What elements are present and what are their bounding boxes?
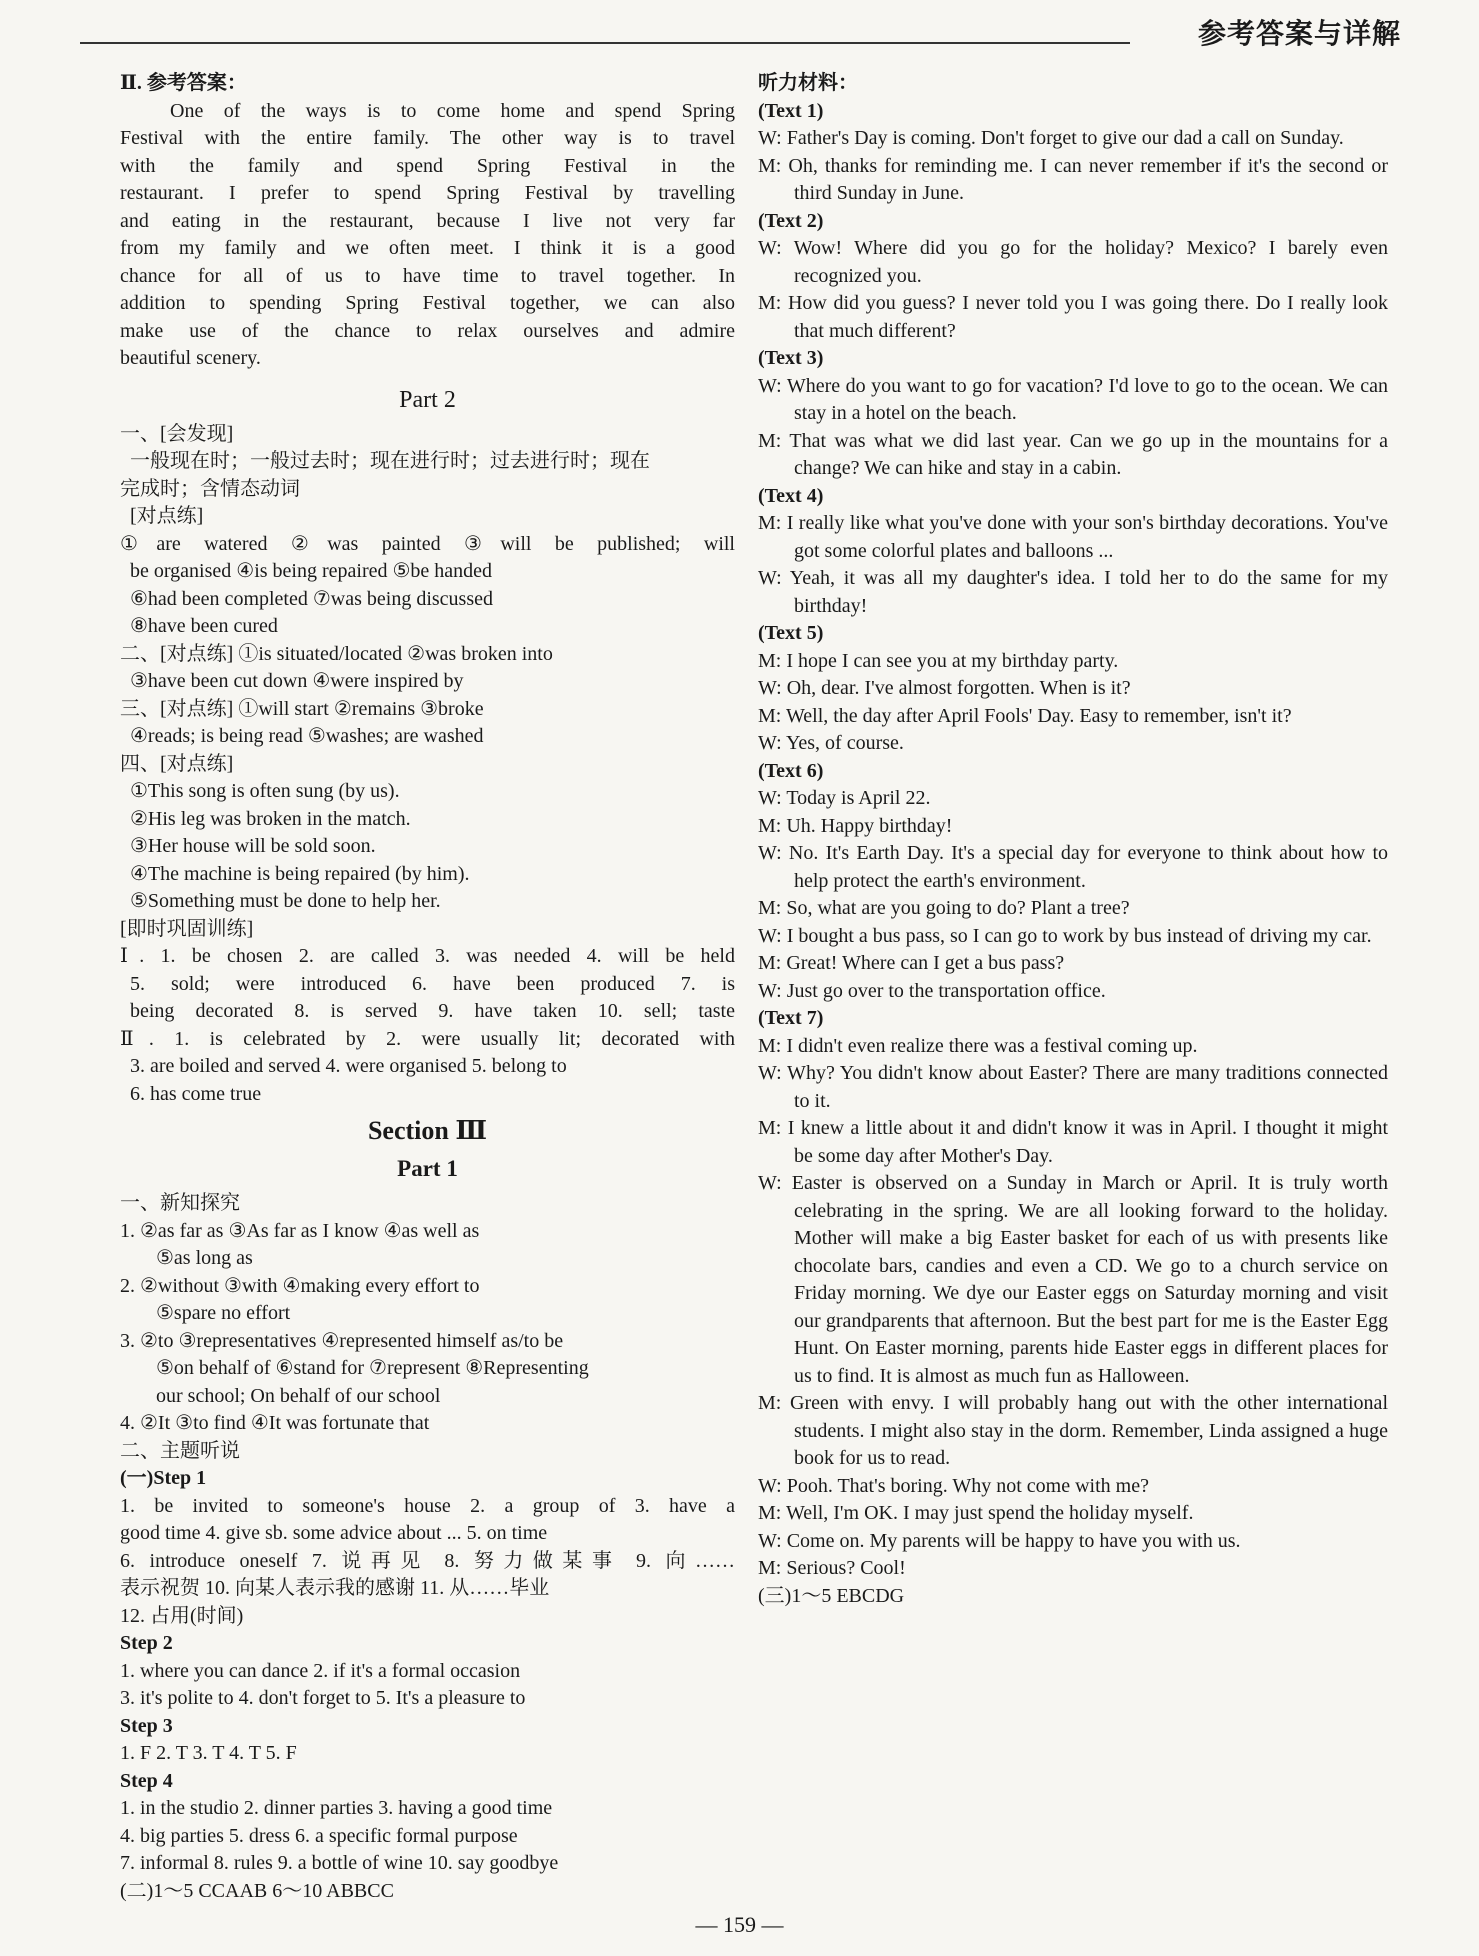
header-rule xyxy=(80,42,1130,44)
dialogue-line: W: Yes, of course. xyxy=(758,732,904,754)
dialogue-line: W: Oh, dear. I've almost forgotten. When is it? xyxy=(758,677,1131,699)
answer-line: 4. big parties 5. dress 6. a specific formal purpose xyxy=(120,1824,518,1847)
text-label: (Text 6) xyxy=(758,759,824,782)
page-number: — 159 — xyxy=(695,1912,784,1937)
essay-line: restaurant. I prefer to spend Spring Festival by travelling xyxy=(120,182,735,204)
answer-line: ③have been cut down ④were inspired by xyxy=(130,670,464,692)
answer-line: 二、[对点练] ①is situated/located ②was broken into xyxy=(120,642,553,665)
answer-line: ①are watered ②was painted ③will be published; will xyxy=(120,532,735,555)
text-label: (Text 3) xyxy=(758,347,824,369)
essay-line: with the family and spend Spring Festival in the xyxy=(120,154,735,177)
answer-line: being decorated 8. is served 9. have taken 10. sell; taste xyxy=(130,1000,735,1022)
essay-line: Festival with the entire family. The other way is to travel xyxy=(120,127,735,149)
text-label: (Text 5) xyxy=(758,622,824,644)
dialogue-line: W: Pooh. That's boring. Why not come with me? xyxy=(758,1474,1149,1497)
answer-line: 7. informal 8. rules 9. a bottle of wine 10. say goodbye xyxy=(120,1852,559,1874)
right-column xyxy=(758,70,1388,1610)
dialogue-line: M: I really like what you've done with your son's birthday decorations. You've got some colorful plates and balloons ... xyxy=(758,512,1388,562)
dialogue-line: W: I bought a bus pass, so I can go to work by bus instead of driving my car. xyxy=(758,924,1372,947)
dialogue-line: W: Today is April 22. xyxy=(758,787,931,809)
dialogue-line: M: Oh, thanks for reminding me. I can never remember if it's the second or third Sunday in June. xyxy=(758,154,1388,204)
answer-line: 三、[对点练] ①will start ②remains ③broke xyxy=(120,697,484,720)
dialogue-line: M: Uh. Happy birthday! xyxy=(758,814,953,837)
essay-line: addition to spending Spring Festival together, we can also xyxy=(120,292,735,314)
answer-line: 1. where you can dance 2. if it's a formal occasion xyxy=(120,1659,521,1682)
answer-line: ⑧have been cured xyxy=(130,615,278,637)
answer-line: ⑥had been completed ⑦was being discussed xyxy=(130,587,493,610)
dialogue-line: M: So, what are you going to do? Plant a tree? xyxy=(758,897,1130,919)
answer-line: 完成时；含情态动词 xyxy=(120,477,300,500)
essay-line: and eating in the restaurant, because I live not very far xyxy=(120,209,735,232)
dialogue-line: W: Just go over to the transportation office. xyxy=(758,979,1106,1002)
dialogue-line: W: Why? You didn't know about Easter? There are many traditions connected to it. xyxy=(758,1062,1388,1112)
answer-line: ②His leg was broken in the match. xyxy=(130,807,411,830)
answer-line: 表示祝贺 10. 向某人表示我的感谢 11. 从……毕业 xyxy=(120,1577,550,1599)
dialogue-line: W: Easter is observed on a Sunday in March or April. It is truly worth celebrating in the spring. We are all looking forward to the holiday. Mother will make a big Easter basket for each of us with presents like chocolate bars, candies and even a CD. We go to a church service on Friday morning. We dye our Easter eggs on Saturday morning and visit our grandparents that afternoon. But the best part for me is the Easter Egg Hunt. On Easter morning, parents hide Easter eggs in different places for us to find. It is almost as much fun as Halloween. xyxy=(758,1172,1388,1387)
dialogue-line: M: Well, I'm OK. I may just spend the holiday myself. xyxy=(758,1502,1194,1524)
answer-line: 一般现在时；一般过去时；现在进行时；过去进行时；现在 xyxy=(130,450,650,472)
answer-line: 2. ②without ③with ④making every effort to xyxy=(120,1274,480,1297)
dialogue-line: M: I knew a little about it and didn't know it was in April. I thought it might be some day after Mother's Day. xyxy=(758,1117,1388,1167)
dialogue-line: M: Green with envy. I will probably hang out with the other international students. I might also stay in the dorm. Remember, Linda assigned a huge book for us to read. xyxy=(758,1392,1388,1469)
essay-line: beautiful scenery. xyxy=(120,347,261,369)
dialogue-line: M: I didn't even realize there was a festival coming up. xyxy=(758,1034,1198,1057)
answer-line: 6. has come true xyxy=(130,1082,262,1105)
answer-line: 3. ②to ③representatives ④represented himself as/to be xyxy=(120,1329,564,1352)
essay-line: make use of the chance to relax ourselves and admire xyxy=(120,319,735,342)
answer-line: 一、[会发现] xyxy=(120,422,234,445)
text-label: (Text 7) xyxy=(758,1007,824,1029)
answer-line: 5. sold; were introduced 6. have been produced 7. is xyxy=(130,972,735,995)
answer-line: ①This song is often sung (by us). xyxy=(130,780,400,802)
answer-line: ⑤on behalf of ⑥stand for ⑦represent ⑧Representing xyxy=(156,1357,589,1379)
dialogue-line: M: How did you guess? I never told you I was going there. Do I really look that much different? xyxy=(758,292,1388,342)
answer-line: 3. it's polite to 4. don't forget to 5. It's a pleasure to xyxy=(120,1687,526,1709)
listening-title: 听力材料： xyxy=(758,72,858,94)
header-title: 参考答案与详解 xyxy=(1198,17,1402,50)
answer-line: 1. be invited to someone's house 2. a group of 3. have a xyxy=(120,1494,735,1517)
answer-line: ⑤Something must be done to help her. xyxy=(130,890,441,912)
essay-line: One of the ways is to come home and spend Spring xyxy=(170,99,735,122)
dialogue-line: M: Great! Where can I get a bus pass? xyxy=(758,952,1065,974)
essay-line: chance for all of us to have time to travel together. In xyxy=(120,264,735,287)
answer-line: 4. ②It ③to find ④It was fortunate that xyxy=(120,1412,430,1434)
answer-line: 1. ②as far as ③As far as I know ④as well as xyxy=(120,1219,480,1242)
part2-title: Part 2 xyxy=(399,386,456,413)
dialogue-line: M: Well, the day after April Fools' Day. Easy to remember, isn't it? xyxy=(758,704,1292,727)
answer-line: (一)Step 1 xyxy=(120,1467,207,1489)
text-label: (Text 1) xyxy=(758,99,824,122)
answers-line: (三)1～5 EBCDG xyxy=(758,1584,905,1607)
answer-line: 二、主题听说 xyxy=(120,1439,240,1462)
answer-line: ③Her house will be sold soon. xyxy=(130,835,376,857)
left-column xyxy=(120,70,735,1905)
answer-line: 1. in the studio 2. dinner parties 3. having a good time xyxy=(120,1797,553,1819)
answer-line: Step 2 xyxy=(120,1632,173,1654)
answer-line: be organised ④is being repaired ⑤be handed xyxy=(130,560,493,582)
answer-line: ④The machine is being repaired (by him). xyxy=(130,862,470,885)
dialogue-line: M: Serious? Cool! xyxy=(758,1557,906,1579)
answer-line: 12. 占用(时间) xyxy=(120,1604,244,1627)
answer-line: [即时巩固训练] xyxy=(120,917,254,940)
answer-line: 四、[对点练] xyxy=(120,752,234,775)
text-label: (Text 2) xyxy=(758,209,824,232)
answer-line: 6. introduce oneself 7. 说再见 8. 努力做某事 9. 向…… xyxy=(120,1549,735,1572)
answer-line: Step 3 xyxy=(120,1714,173,1737)
answer-section-head: Ⅱ. 参考答案： xyxy=(120,72,247,94)
dialogue-line: M: I hope I can see you at my birthday party. xyxy=(758,649,1119,672)
answer-line: Ⅱ. 1. is celebrated by 2. were usually lit; decorated with xyxy=(120,1027,735,1050)
answer-line: ⑤as long as xyxy=(156,1247,253,1269)
answer-line: ④reads; is being read ⑤washes; are washed xyxy=(130,725,484,747)
answer-line: ⑤spare no effort xyxy=(156,1302,291,1324)
answer-line: (二)1～5 CCAAB 6～10 ABBCC xyxy=(120,1879,394,1902)
dialogue-line: W: Father's Day is coming. Don't forget to give our dad a call on Sunday. xyxy=(758,127,1344,149)
answer-line: [对点练] xyxy=(130,505,204,527)
dialogue-line: W: No. It's Earth Day. It's a special day for everyone to think about how to help protect the earth's environment. xyxy=(758,842,1388,892)
part1-title: Part 1 xyxy=(397,1156,458,1181)
dialogue-line: W: Where do you want to go for vacation? I'd love to go to the ocean. We can stay in a hotel on the beach. xyxy=(758,374,1388,424)
answer-line: 一、新知探究 xyxy=(120,1192,240,1214)
essay-line: from my family and we often meet. I think it is a good xyxy=(120,237,735,259)
section3-title: Section Ⅲ xyxy=(367,1116,488,1145)
dialogue-line: M: That was what we did last year. Can we go up in the mountains for a change? We can hike and stay in a cabin. xyxy=(758,429,1388,479)
answer-line: good time 4. give sb. some advice about ... 5. on time xyxy=(120,1522,548,1544)
dialogue-line: W: Yeah, it was all my daughter's idea. I told her to do the same for my birthday! xyxy=(758,567,1388,617)
dialogue-line: W: Come on. My parents will be happy to have you with us. xyxy=(758,1529,1241,1552)
answer-line: 3. are boiled and served 4. were organised 5. belong to xyxy=(130,1055,567,1077)
answer-line: 1. F 2. T 3. T 4. T 5. F xyxy=(120,1742,297,1764)
answer-line: Ⅰ. 1. be chosen 2. are called 3. was needed 4. will be held xyxy=(120,945,735,967)
dialogue-line: W: Wow! Where did you go for the holiday? Mexico? I barely even recognized you. xyxy=(758,237,1388,287)
answer-line: Step 4 xyxy=(120,1769,173,1792)
text-label: (Text 4) xyxy=(758,484,824,507)
answer-line: our school; On behalf of our school xyxy=(156,1384,441,1407)
